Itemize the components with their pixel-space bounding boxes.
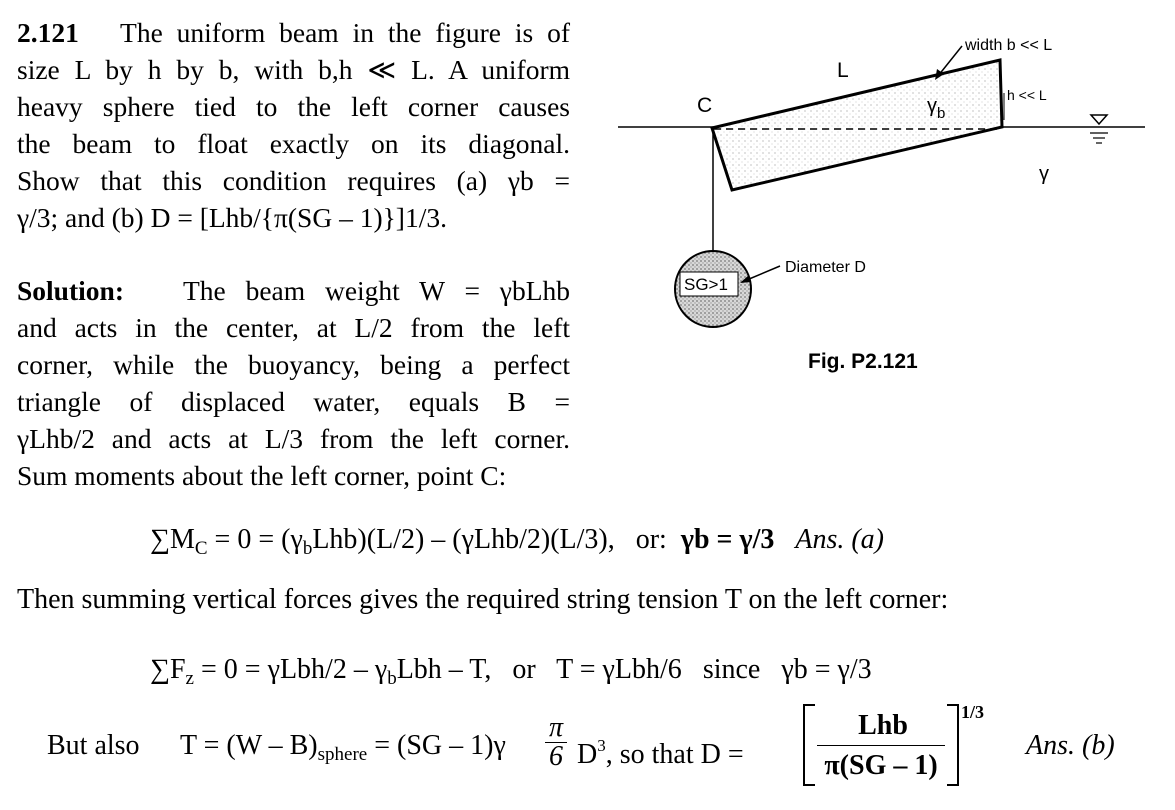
problem-line: heavy sphere tied to the left corner causes: [17, 91, 570, 122]
exponent: 1/3: [961, 702, 985, 722]
solution-line: corner, while the buoyancy, being a perfect: [17, 349, 570, 380]
problem-line: Show that this condition requires (a) γb =: [17, 165, 570, 196]
problem-statement: 2.121 The uniform beam in the figure is of size L by h by b, with b,h ≪ L. A uniform heavy sphere tied to the left corner causes the beam to float exactly on its diagonal. Show that this condition requires (a) γb = γ/3; and (b) D = [Lhb/{π(SG – 1)}]1/3.: [17, 14, 570, 236]
tension-result: T = γLbh/6: [556, 654, 682, 685]
result-a: γb = γ/3: [680, 524, 775, 555]
answer-a: Ans. (a): [795, 524, 885, 555]
solution-line: γLhb/2 and acts at L/3 from the left corner.: [17, 423, 570, 454]
force-equation: $\sum F_z = 0 = \gamma Lbh/2 - \gamma_bLbh - T$, or T = γLbh/6 since γb = γ/3: [150, 654, 872, 689]
answer-b: Ans. (b): [1026, 730, 1115, 761]
gamma-b-label: $\gamma_b$: [927, 95, 946, 122]
solution-line: and acts in the center, at L/2 from the left: [17, 312, 570, 343]
diameter-equation: But also $T = (W - B)_{sphere} = (SG - 1)\gamma$ $\frac{\pi}{6}$ $D^3$, so that D = Lhb π(SG – 1) 1/3 Ans. (b): [47, 708, 1157, 788]
fraction-bar: [817, 745, 945, 746]
figure-caption: Fig. P2.121: [808, 350, 918, 373]
solution-line: triangle of displaced water, equals B =: [17, 386, 570, 417]
problem-line: the beam to float exactly on its diagonal.: [17, 128, 570, 159]
width-label: width b << L: [965, 37, 1053, 54]
diameter-label: Diameter D: [785, 259, 866, 276]
problem-line: size L by h by b, with b,h ≪ L. A uniform: [17, 54, 570, 85]
solution-line: Sum moments about the left corner, point C:: [17, 460, 507, 491]
force-sentence: Then summing vertical forces gives the required string tension T on the left corner:: [17, 584, 949, 615]
solution-text: Solution: The beam weight W = γbLhb and acts in the center, at L/2 from the left corner, while the buoyancy, being a perfect triangle of displaced water, equals B = γLhb/2 and acts at L/3 from the left corner. Sum moments about the left corner, point C:: [17, 272, 570, 494]
h-label: h << L: [1007, 87, 1047, 103]
problem-number: 2.121: [17, 17, 79, 48]
pi-over-six: $\frac{\pi}{6}$: [545, 714, 567, 771]
fraction-numerator: Lhb: [858, 710, 908, 741]
beam: [712, 60, 1002, 190]
problem-line: γ/3; and (b) D = [Lhb/{π(SG – 1)}]1/3.: [17, 202, 447, 233]
water-level-icon: [1090, 115, 1108, 143]
moment-equation: $\sum M_C = 0 = (\gamma_bLhb)(L/2) - (\gamma Lhb/2)(L/3)$, or: γb = γ/3 Ans. (a): [150, 524, 885, 559]
figure-p2-121: [600, 20, 1170, 380]
fraction-denominator: π(SG – 1): [824, 750, 938, 781]
corner-c-label: C: [697, 94, 713, 117]
sphere-label: SG>1: [684, 275, 728, 294]
gamma-label: γ: [1039, 163, 1049, 185]
solution-label: Solution:: [17, 275, 124, 306]
length-label: L: [837, 59, 849, 82]
